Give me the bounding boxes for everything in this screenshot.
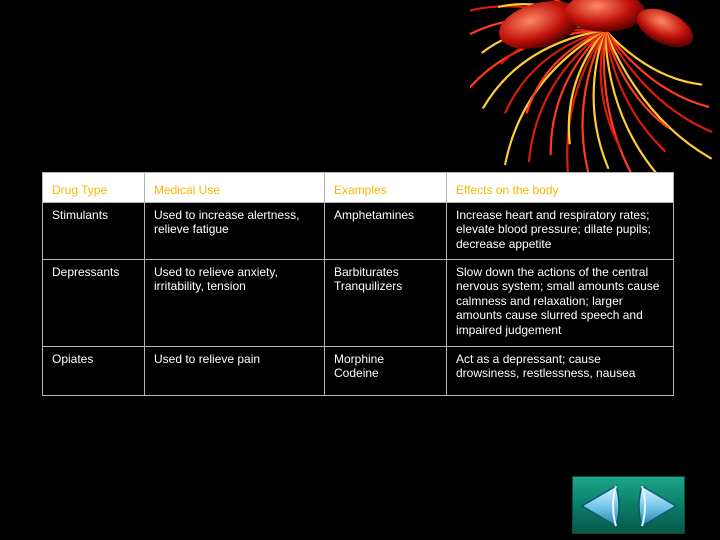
header-examples: Examples: [325, 173, 447, 203]
example-item: Tranquilizers: [334, 279, 403, 293]
example-item: Barbiturates: [334, 264, 399, 279]
navigation-buttons: [572, 476, 685, 534]
cell-drug-type: Opiates: [43, 346, 145, 395]
table-row: [43, 259, 674, 346]
header-drug-type: Drug Type: [43, 173, 145, 203]
cell-medical-use: Used to relieve anxiety, irritability, tension: [145, 259, 325, 346]
arrow-right-icon: [630, 481, 682, 531]
example-item: Codeine: [334, 366, 379, 380]
table-row: [43, 202, 674, 259]
arrow-left-icon: [576, 481, 628, 531]
decorative-flower-graphic: [470, 0, 720, 200]
cell-effects: Slow down the actions of the central nervous system; small amounts cause calmness and relaxation; larger amounts cause slurred speech and impaired judgement: [447, 259, 674, 346]
table-row: [43, 346, 674, 395]
cell-examples: [325, 202, 447, 259]
cell-medical-use: Used to relieve pain: [145, 346, 325, 395]
example-item: Amphetamines: [334, 207, 415, 222]
header-medical-use: Medical Use: [145, 173, 325, 203]
forward-button[interactable]: [630, 481, 682, 531]
cell-drug-type: Depressants: [43, 259, 145, 346]
cell-examples: [325, 346, 447, 395]
cell-examples: [325, 259, 447, 346]
table-header-row: [43, 173, 674, 203]
example-item: Morphine: [334, 351, 385, 366]
cell-effects: Act as a depressant; cause drowsiness, restlessness, nausea: [447, 346, 674, 395]
drug-table: [42, 172, 674, 396]
cell-drug-type: Stimulants: [43, 202, 145, 259]
back-button[interactable]: [576, 481, 628, 531]
cell-effects: Increase heart and respiratory rates; elevate blood pressure; dilate pupils; decrease appetite: [447, 202, 674, 259]
cell-medical-use: Used to increase alertness, relieve fatigue: [145, 202, 325, 259]
header-effects: Effects on the body: [447, 173, 674, 203]
